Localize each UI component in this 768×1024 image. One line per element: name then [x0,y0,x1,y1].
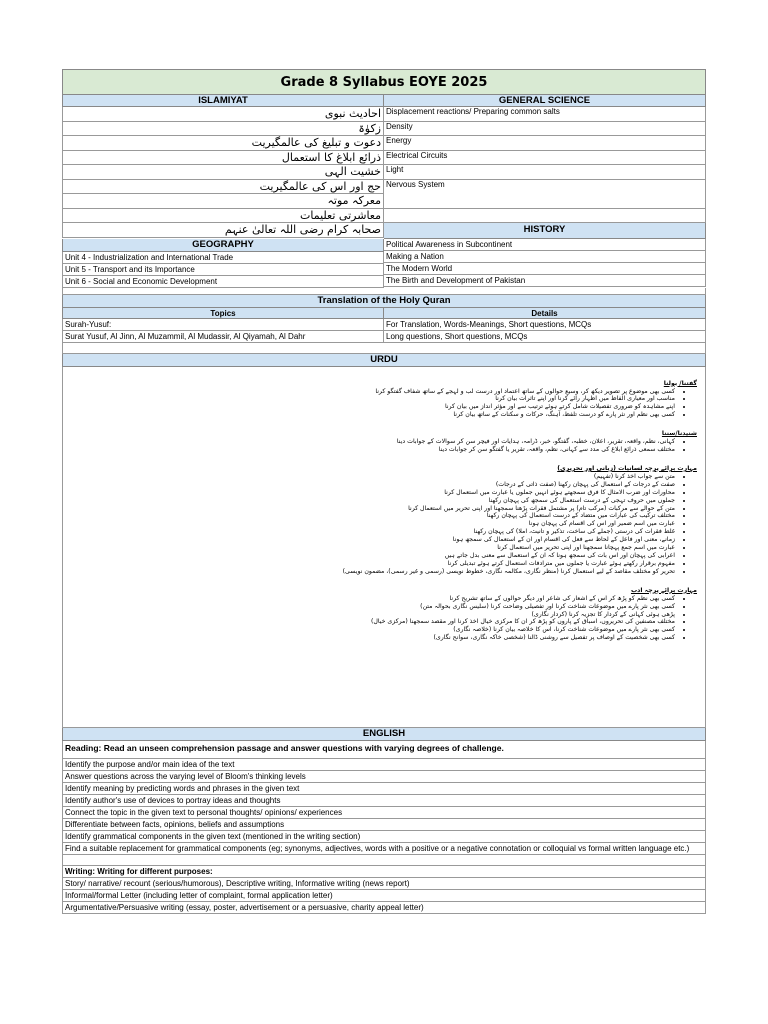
list-item: • متن کے حوالے سے مرکبات (مرکب تام) پر مشتمل فقرات پڑھنا سمجھنا اور اپنی تحریر میں استعمال کرنا [63,505,675,513]
geography-item: Unit 5 - Transport and its Importance [62,264,384,276]
geography-history-block [62,239,706,288]
islamiyat-item: دعوت و تبلیغ کی عالمگیریت [62,136,384,151]
list-item: Identify the purpose and/or main idea of the text [62,759,706,771]
list-item: • صفت کے درجات کے استعمال کی پہچان رکھنا (صفت ذاتی کے درجات) [63,481,675,489]
quran-topics-header: Topics [62,308,384,319]
spacer [62,288,706,295]
history-header: HISTORY [384,223,706,239]
header-row [62,95,706,107]
quran-header: Translation of the Holy Quran [62,295,706,308]
urdu-section-heading: مہارت برائے پرچہ لسانیات (زبانی اور تحریری) [557,464,697,472]
islamiyat-item: صحابہ کرام رضی اللہ تعالیٰ عنہم [62,223,384,238]
table-row [62,319,706,331]
science-item: Density [384,122,706,137]
islamiyat-item: حج اور اس کی عالمگیریت [62,180,384,195]
list-item: • مناسب اور معیاری الفاظ میں اظہار رائے کرنا اور اپنے تاثرات بیان کرنا [63,395,675,403]
list-item: Argumentative/Persuasive writing (essay, poster, advertisement or a persuasive, charity appeal letter) [62,902,706,914]
urdu-list [63,388,697,420]
list-item: Find a suitable replacement for grammatical components (eg; synonyms, adjectives, words with a positive or a negative connotation or colloquial vs formal written language etc.) [62,843,706,855]
science-item: Light [384,165,706,180]
geography-header: GEOGRAPHY [62,239,384,252]
quran-columns [62,308,706,319]
list-item: • جملوں میں حروف تہجی کے درست استعمال کی سمجھ کی پہچان رکھنا [63,497,675,505]
quran-topic: Surat Yusuf, Al Jinn, Al Muzammil, Al Mudassir, Al Qiyamah, Al Dahr [62,331,384,343]
spacer [62,855,706,866]
table-row [62,331,706,343]
history-item: The Modern World [384,263,706,275]
urdu-header: URDU [62,354,706,367]
list-item: Connect the topic in the given text to personal thoughts/ opinions/ experiences [62,807,706,819]
urdu-section-heading: مہارت برائے پرچہ ادب [630,586,697,594]
list-item: • کسی بھی نظم کو پڑھ کر اس کے اشعار کی شاعر اور دیگر حوالوں کے ساتھ تشریح کرنا [63,595,675,603]
list-item: • عبارت میں اسم جمع پہچانا سمجھنا اور اپنی تحریر میں استعمال کرنا [63,544,675,552]
list-item: • غلط فقرات کی درستی (جملے کی ساخت، تذکیر و تانیث، املا) کی پہچان رکھنا [63,528,675,536]
list-item: Story/ narrative/ recount (serious/humorous), Descriptive writing, Informative writing (news report) [62,878,706,890]
science-header: GENERAL SCIENCE [384,95,706,107]
islamiyat-item: زکوٰۃ [62,122,384,137]
islamiyat-science-block [62,107,706,239]
list-item: • اعرابی کی پہچان اور اس بات کی سمجھ ہونا کہ ان کے استعمال سے معنی بدل جاتے ہیں [63,552,675,560]
history-item: Political Awareness in Subcontinent [384,239,706,251]
science-item: Energy [384,136,706,151]
list-item: • کہانی، نظم، واقعہ، تقریر، اعلان، خطبہ، گفتگو، خبر، ڈرامہ، ہدایات اور فیچر سن کر سوالات کے جوابات دینا [63,438,675,446]
list-item: • محاورات اور ضرب الامثال کا فرق سمجھتے ہوئے انہیں جملوں یا عبارت میں استعمال کرنا [63,489,675,497]
list-item: • مختلف ترکیب کی عبارات میں متضاد کے درست استعمال کی پہچان رکھنا [63,512,675,520]
list-item: • کسی بھی موضوع پر تصویر دیکھ کر، وسیع حوالوں کے ساتھ اعتماد اور درست لب و لہجے کے ساتھ شفاف گفتگو کرنا [63,388,675,396]
spacer [62,343,706,354]
science-item: Nervous System [384,180,706,209]
list-item: • کسی بھی نثر پارے میں موضوعات شناخت کرنا، اس کا خلاصہ بیان کرنا (خلاصہ نگاری) [63,626,675,634]
english-header: ENGLISH [62,728,706,741]
list-item: • پڑھی ہوئی کہانی کے کردار کا تجزیہ کرنا (کردار نگاری) [63,611,675,619]
history-item: The Birth and Development of Pakistan [384,275,706,287]
syllabus-sheet [62,69,706,914]
islamiyat-item: ذرائع ابلاغ کا استعمال [62,151,384,166]
science-item: Electrical Circuits [384,151,706,166]
islamiyat-item: معاشرتی تعلیمات [62,209,384,224]
writing-title: Writing: Writing for different purposes: [62,866,706,878]
list-item: Identify grammatical components in the given text (mentioned in the writing section) [62,831,706,843]
urdu-list [63,595,697,642]
list-item: • کسی بھی شخصیت کے اوصاف پر تفصیل سے روشنی ڈالنا (شخصی خاکہ نگاری، سوانح نگاری) [63,634,675,642]
quran-details-header: Details [384,308,706,319]
quran-detail: For Translation, Words-Meanings, Short questions, MCQs [384,319,706,331]
geography-list [62,239,384,288]
list-item: • زمانے، معنی اور فاعل کے لحاظ سے فعل کی اقسام اور ان کے استعمال کی سمجھ ہونا [63,536,675,544]
science-blank [384,209,706,224]
list-item: • مختلف مصنفین کی تحریروں، اسباق کے پاروں کو پڑھ کر ان کا مرکزی خیال اخذ کرنا اور مقصد سمجھنا (مرکزی خیال) [63,618,675,626]
list-item: • عبارت میں اسم ضمیر اور اس کی اقسام کی پہچان ہونا [63,520,675,528]
list-item: Differentiate between facts, opinions, beliefs and assumptions [62,819,706,831]
islamiyat-header: ISLAMIYAT [62,95,384,107]
urdu-list [63,473,697,576]
geography-item: Unit 4 - Industrialization and International Trade [62,252,384,264]
list-item: • کسی بھی نثر پارے میں موضوعات شناخت کرنا اور تفصیلی وضاحت کرنا (سلیس نگاری بحوالہ متن) [63,603,675,611]
quran-detail: Long questions, Short questions, MCQs [384,331,706,343]
science-list [384,107,706,239]
quran-topic: Surah-Yusuf: [62,319,384,331]
list-item: Informal/formal Letter (including letter of complaint, formal application letter) [62,890,706,902]
history-list [384,239,706,288]
history-item: Making a Nation [384,251,706,263]
list-item: Answer questions across the varying level of Bloom's thinking levels [62,771,706,783]
list-item: • تحریر کو مختلف مقاصد کے لیے استعمال کرنا (منظر نگاری، مکالمہ نگاری، خطوط نویسی (رسمی و غیر رسمی)، مضمون نویسی) [63,568,675,576]
list-item: Identify author's use of devices to portray ideas and thoughts [62,795,706,807]
list-item: Identify meaning by predicting words and phrases in the given text [62,783,706,795]
reading-title: Reading: Read an unseen comprehension passage and answer questions with varying degrees of challenge. [62,741,706,759]
urdu-content [62,367,706,728]
list-item: • کسی بھی نظم اور نثر پارے کو درست تلفظ، آہنگ، حرکات و سکنات کے ساتھ بیان کرنا [63,411,675,419]
islamiyat-item: خشیت الہی [62,165,384,180]
urdu-list [63,438,697,454]
list-item: • مختلف سمعی ذرائع ابلاغ کی مدد سے کہانی، نظم، واقعہ، تقریر یا گفتگو سن کر جوابات دینا [63,446,675,454]
islamiyat-list [62,107,384,239]
geography-item: Unit 6 - Social and Economic Development [62,276,384,288]
page-title: Grade 8 Syllabus EOYE 2025 [62,69,706,95]
urdu-section-heading: گفتنا/ بولنا [663,379,697,387]
list-item: • اپنے مشاہدہ کو ضروری تفصیلات شامل کرتے ہوئے ترتیب سے اور مؤثر انداز میں بیان کرنا [63,403,675,411]
urdu-section-heading: شنیدنا/سننا [661,430,697,438]
science-item: Displacement reactions/ Preparing common salts [384,107,706,122]
islamiyat-item: معرکہ موتہ [62,194,384,209]
islamiyat-item: احادیث نبوی [62,107,384,122]
list-item: • مفہوم برقرار رکھتے ہوئے عبارت یا جملوں میں مترادفات استعمال کرتے ہوئے تبدیلی کرنا [63,560,675,568]
list-item: • متن سے جواب اخذ کرنا (تفہیم) [63,473,675,481]
